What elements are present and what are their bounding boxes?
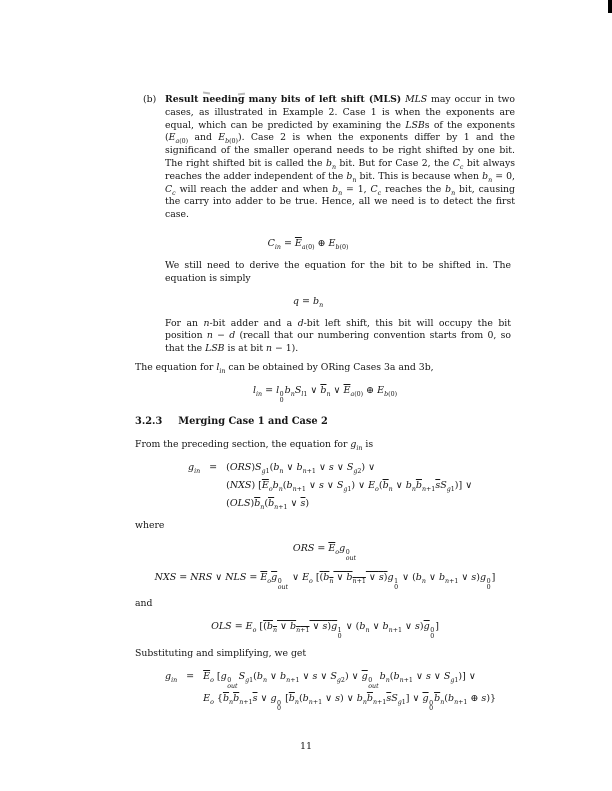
equation-ors: ORS = $\overline{E}_og$ 0 out [292, 542, 357, 562]
equation-gin-rhs [226, 460, 472, 512]
section-number: 3.2.3 [135, 416, 163, 428]
section-title: Merging Case 1 and Case 2 [178, 416, 328, 428]
scan-artifact [608, 0, 612, 13]
equation-gin [188, 460, 515, 512]
and-label: and [135, 598, 153, 610]
page-content [135, 94, 515, 720]
equation-gin-line-2: (NXS) [$\overline{E}_ob_n(b_{n+1}$ ∨ s ∨ $S_{g1}$) ∨ $E_o(\overline{b}_n$ ∨ $b_n\overline{b}_{n+1}\overline{s}S_{g1}$)] ∨ [226, 480, 473, 493]
paragraph-substituting: Substituting and simplifying, we get [135, 647, 307, 659]
equation-ols: OLS = $E_o$ [($b_n$ ∨ $b_{n+1}$ ∨ $s)\overline{g}$ 1 0 ∨ ($b_n$ ∨ $b_{n+1}$ ∨ $s)\overline{g}$ 0 0 ] [211, 621, 439, 641]
paragraph-bit-position: For an n-bit adder and a d-bit left shift, this bit will occupy the bit position n − d (recall that our numbering convention starts from 0, so that the LSB is at bit n − 1). [165, 317, 511, 355]
equation-q: $q = b_n$ [292, 295, 324, 309]
equation-lin: $l_{in} = l$ 0 0 $b_nS_{l1}$ ∨ $\overline{b}_n$ ∨ $\overline{E}_{a(0)}$ ⊕ $E_{b(0)}$ [252, 384, 398, 404]
equation-gin-final-rel: = [186, 670, 195, 682]
page-number: 11 [299, 741, 313, 752]
equation-gin-final-line-2: $E_o$ {$\overline{b}_n\overline{b}_{n+1}\overline{s}$ ∨ g 0 0 [$\overline{b}_n(b_{n+1}$ ∨ s) ∨ $b_n\overline{b}_{n+1}\overline{s}S_{g1}$] ∨ $\overline{g}$ 0 0 $\overline{b}_n(b_{n+1}$ ⊕ s)} [203, 693, 497, 713]
equation-nxs: NXS = NRS ∨ NLS = $\overline{E}_o\overline{g}$ 0 out ∨ $E_o$ [($b_n$ ∨ $b_{n+1}$ ∨ s)g 1 0 ∨ ($b_n$ ∨ $b_{n+1}$ ∨ s)g 0 0 ] [154, 571, 496, 591]
list-item-b [143, 94, 515, 228]
where-label: where [135, 520, 165, 532]
paragraph-gin-intro: From the preceding section, the equation for $g_{in}$ is [135, 439, 374, 453]
equation-cin: $C_{in} = \overline{E}_{a(0)}$ ⊕ $E_{b(0)}$ [267, 237, 349, 251]
equation-gin-line-1: $(ORS)S_{g1}(b_n$ ∨ $b_{n+1}$ ∨ s ∨ $S_{g2}$) ∨ [226, 462, 376, 475]
item-b-marker: (b) [143, 94, 157, 105]
section-heading [135, 416, 515, 429]
equation-gin-lhs: $g_{in}$ [188, 462, 201, 475]
item-b-text: Result needing many bits of left shift (MLS) MLS may occur in two cases, as illustrated in Example 2. Case 1 is when the exponents are equal, which can be predicted by examining the LSBs of the exponents ($E_{a(0)}$ and $E_{b(0)}$). Case 2 is when the exponents differ by 1 and the significand of the smaller operand needs to be right shifted by one bit. The right shifted bit is called the $b_n$ bit. But for Case 2, the $C_c$ bit always reaches the adder independent of the $b_n$ bit. This is because when $b_n = 0$, $C_c$ will reach the adder and when $b_n = 1$, $C_c$ reaches the $b_n$ bit, causing the carry into adder to be true. Hence, all we need is to detect the first case. [165, 94, 515, 221]
paragraph-lin-intro: The equation for $l_{in}$ can be obtained by ORing Cases 3a and 3b, [135, 361, 434, 375]
equation-gin-final-lhs: $g_{in}$ [165, 670, 178, 684]
equation-gin-rel: = [209, 462, 218, 474]
equation-gin-line-3: $(OLS)\overline{b}_n(\overline{b}_{n+1}$ ∨ $\overline{s}$) [226, 498, 310, 511]
equation-gin-final [165, 669, 515, 712]
paragraph-shift-in: We still need to derive the equation for the bit to be shifted in. The equation is simply [165, 259, 511, 284]
equation-gin-final-line-1: $\overline{E}_o$ [g 0 out $S_{g1}(b_n$ ∨ $b_{n+1}$ ∨ s ∨ $S_{g2}$) ∨ $\overline{g}$ 0 out $b_n(b_{n+1}$ ∨ s ∨ $S_{g1}$)] ∨ [203, 670, 476, 690]
equation-gin-final-rhs [203, 669, 496, 712]
